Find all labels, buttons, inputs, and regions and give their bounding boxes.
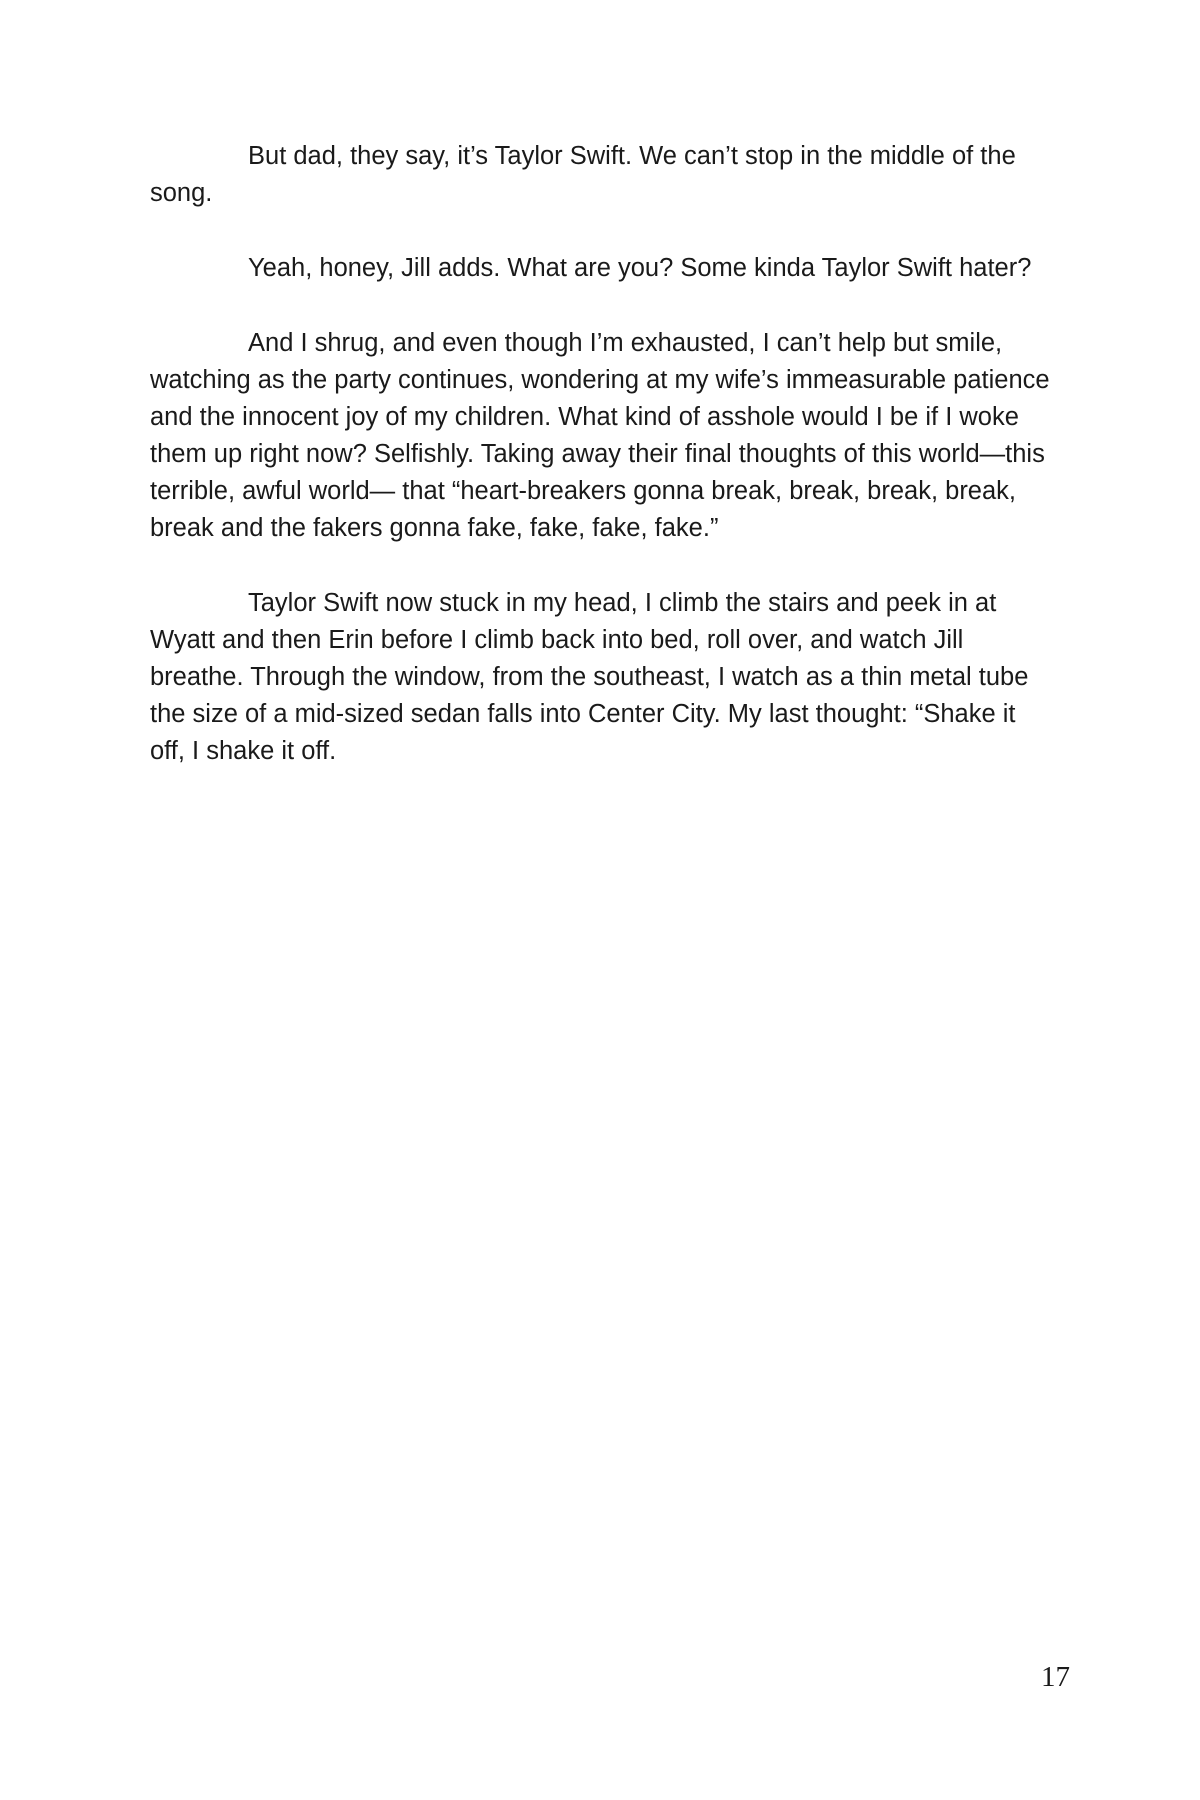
body-text <box>150 138 1050 770</box>
paragraph-3: And I shrug, and even though I’m exhausted, I can’t help but smile, watching as the party continues, wondering at my wife’s immeasurable patience and the innocent joy of my children. What kind of asshole would I be if I woke them up right now? Selfishly. Taking away their final thoughts of this world—this terrible, awful world— that “heart-breakers gonna break, break, break, break, break and the fakers gonna fake, fake, fake, fake.” <box>150 329 1050 542</box>
paragraph-1: But dad, they say, it’s Taylor Swift. We can’t stop in the middle of the song. <box>150 142 1016 207</box>
paragraph-2: Yeah, honey, Jill adds. What are you? Some kinda Taylor Swift hater? <box>248 254 1032 282</box>
paragraph-4: Taylor Swift now stuck in my head, I climb the stairs and peek in at Wyatt and then Erin before I climb back into bed, roll over, and watch Jill breathe. Through the window, from the southeast, I watch as a thin metal tube the size of a mid-sized sedan falls into Center City. My last thought: “Shake it off, I shake it off. <box>150 589 1029 765</box>
page-number: 17 <box>1041 1661 1070 1693</box>
